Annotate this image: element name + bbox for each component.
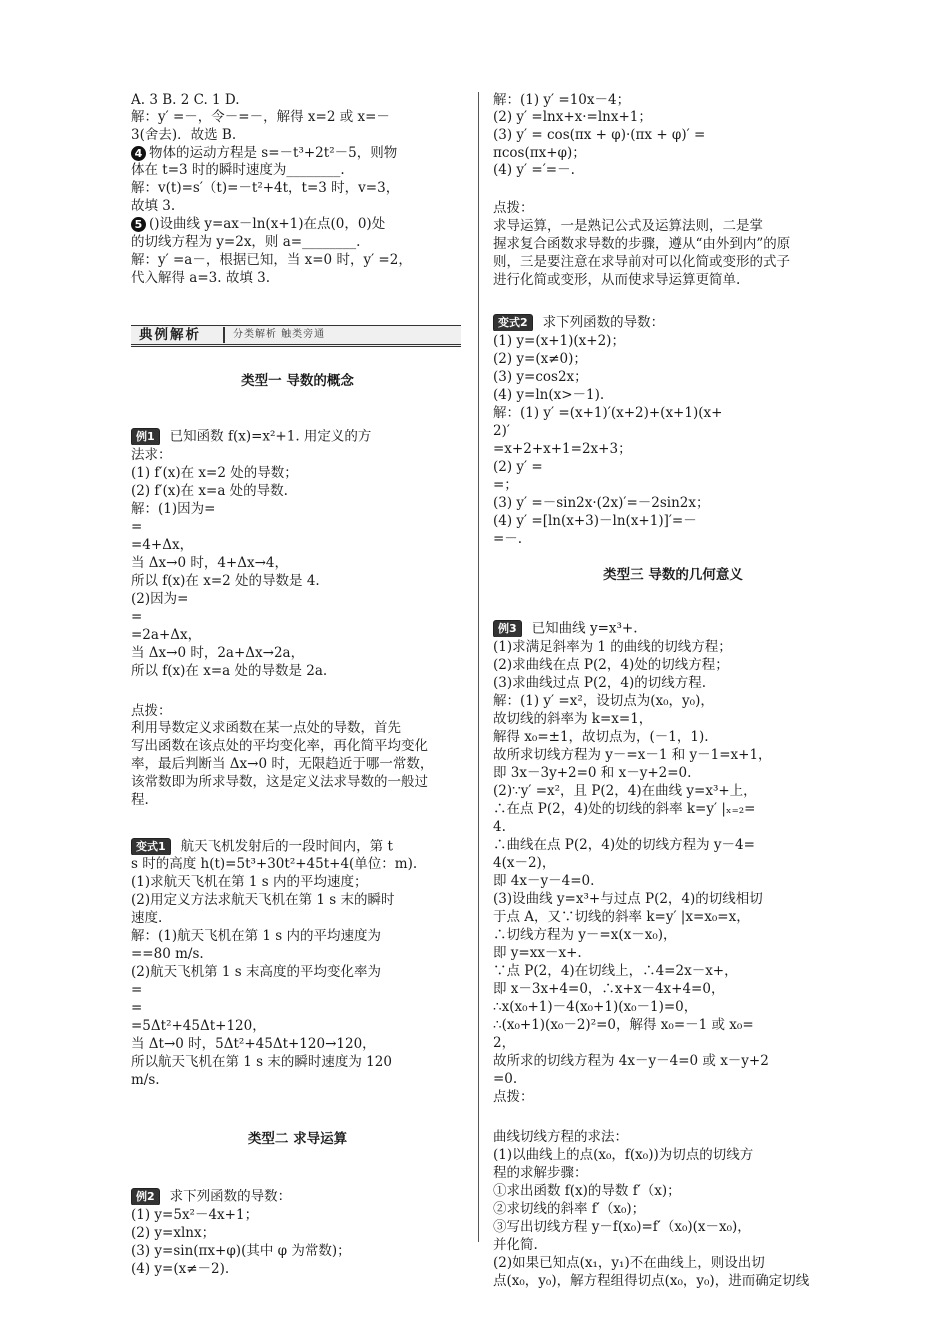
text-line <box>131 1018 266 1035</box>
line-text: 故切线的斜率为 k=x=1， <box>493 711 653 727</box>
example-line <box>131 428 371 445</box>
text-line <box>131 573 320 590</box>
line-text: =－. <box>493 531 523 547</box>
text-line <box>131 198 175 215</box>
text-line <box>493 218 763 235</box>
text-line <box>131 982 142 999</box>
text-line <box>493 729 709 746</box>
line-text: =2a+Δx， <box>131 627 202 643</box>
line-text: =x+2+x+1=2x+3； <box>493 441 632 457</box>
line-text: 的切线方程为 y=2x，则 a=________. <box>131 234 361 250</box>
text-line <box>493 873 594 890</box>
text-line <box>131 1036 376 1053</box>
line-text: 物体的运动方程是 s=－t³+2t²－5，则物 <box>149 145 398 161</box>
text-line <box>493 387 604 404</box>
text-line <box>131 874 368 891</box>
line-text: 则，三是要注意在求导前对可以化简或变形的式子 <box>493 254 790 270</box>
line-text: ==80 m/s. <box>131 946 204 962</box>
text-line <box>131 1000 142 1017</box>
line-text: s 时的高度 h(t)=5t³+30t²+45t+4(单位：m). <box>131 856 418 872</box>
line-text: 故填 3. <box>131 198 176 214</box>
text-line <box>131 162 345 179</box>
text-line <box>493 1255 765 1272</box>
text-line <box>493 236 790 253</box>
line-text: (2) y=xlnx； <box>131 1225 216 1241</box>
text-line <box>131 180 399 197</box>
text-line <box>131 555 288 572</box>
line-text: 4. <box>493 819 506 835</box>
line-text: 点拨： <box>493 200 534 216</box>
example-badge: 例2 <box>131 1188 160 1205</box>
text-line <box>493 1165 588 1182</box>
example-line <box>493 620 638 637</box>
line-text: 故所求的切线方程为 4x－y－4=0 或 x－y+2 <box>493 1053 769 1069</box>
column-divider <box>478 92 479 1242</box>
line-text: 进行化简或变形，从而使求导运算更简单. <box>493 272 741 288</box>
text-line <box>493 1089 534 1106</box>
text-line <box>493 945 582 962</box>
text-line <box>131 645 304 662</box>
line-text: ∵点 P(2，4)在切线上，∴4=2x－x+， <box>493 963 738 979</box>
text-line <box>493 801 755 818</box>
line-text: 2， <box>493 1035 516 1051</box>
line-text: (4) y=(x≠－2). <box>131 1261 230 1277</box>
line-text: 代入解得 a=3. 故填 3. <box>131 270 270 286</box>
line-text: (2)∵y′ =x²，且 P(2，4)在曲线 y=x³+上， <box>493 783 757 799</box>
text-line <box>493 891 763 908</box>
text-line <box>131 465 298 482</box>
text-line <box>131 964 381 981</box>
example-badge: 例3 <box>493 620 522 637</box>
line-text: (1) y=5x²－4x+1； <box>131 1207 259 1223</box>
line-text: (3)设曲线 y=x³+与过点 P(2，4)的切线相切 <box>493 891 763 907</box>
text-line <box>131 720 401 737</box>
line-text: (1)以曲线上的点(x₀，f(x₀))为切点的切线方 <box>493 1147 754 1163</box>
line-text: 并化简. <box>493 1237 538 1253</box>
section-banner <box>131 325 461 347</box>
text-line <box>493 747 772 764</box>
text-line <box>131 910 162 927</box>
text-line <box>493 513 697 530</box>
line-text: A. 3 B. 2 C. 1 D. <box>131 92 240 108</box>
line-text: 即 y=xx－x+. <box>493 945 582 961</box>
line-text: (4) y=ln(x>－1). <box>493 387 605 403</box>
text-line <box>131 447 172 464</box>
line-text: 法求： <box>131 447 172 463</box>
text-line <box>493 1129 628 1146</box>
line-text: (2) f′(x)在 x=a 处的导数. <box>131 483 288 499</box>
line-text: = <box>131 609 143 625</box>
text-line <box>131 703 172 720</box>
question-line <box>131 216 385 233</box>
line-text: 于点 A，又∵切线的斜率 k=y′ |x=x₀=x， <box>493 909 750 925</box>
text-line <box>131 1225 215 1242</box>
text-line <box>493 351 587 368</box>
line-text: ()设曲线 y=ax－ln(x+1)在点(0，0)处 <box>149 216 386 232</box>
text-line <box>131 1207 258 1224</box>
text-line <box>493 531 522 548</box>
section-heading: 类型一 导数的概念 <box>241 373 354 389</box>
line-text: (2)因为= <box>131 591 189 607</box>
section-heading: 类型三 导数的几何意义 <box>603 567 743 583</box>
line-text: ∴切线方程为 y－=x(x－x₀)， <box>493 927 677 943</box>
line-text: 程. <box>131 792 149 808</box>
line-text: (2)如果已知点(x₁，y₁)不在曲线上，则设出切 <box>493 1255 765 1271</box>
text-line <box>493 333 625 350</box>
line-text: 3(舍去)．故选 B. <box>131 127 237 143</box>
line-text: 求导运算，一是熟记公式及运算法则，二是掌 <box>493 218 763 234</box>
line-text: (1)求航天飞机在第 1 s 内的平均速度； <box>131 874 368 890</box>
line-text: (1)求满足斜率为 1 的曲线的切线方程； <box>493 639 732 655</box>
text-line <box>493 783 757 800</box>
text-line <box>493 765 691 782</box>
text-line <box>131 756 433 773</box>
text-line <box>493 1053 769 1070</box>
question-line <box>131 145 397 162</box>
text-line <box>493 999 697 1016</box>
text-line <box>493 495 710 512</box>
text-line <box>493 657 729 674</box>
text-line <box>493 423 510 440</box>
line-text: 求下列函数的导数： <box>542 314 665 331</box>
line-text: (3) y=sin(πx+φ)(其中 φ 为常数)； <box>131 1243 351 1259</box>
text-line <box>131 234 360 251</box>
text-line <box>493 981 724 998</box>
example-badge: 例1 <box>131 428 160 445</box>
text-line <box>131 1072 160 1089</box>
text-line <box>131 738 428 755</box>
line-text: 求下列函数的导数： <box>169 1188 292 1205</box>
text-line <box>493 927 677 944</box>
text-line <box>131 483 288 500</box>
line-text: (2) y=(x≠0)； <box>493 351 587 367</box>
question-number-badge: 4 <box>131 146 146 161</box>
line-text: =5Δt²+45Δt+120， <box>131 1018 266 1034</box>
text-line <box>493 1183 681 1200</box>
line-text: ∴在点 P(2，4)处的切线的斜率 k=y′ |ₓ₌₂= <box>493 801 756 817</box>
line-text: ③写出切线方程 y－f(x₀)=f′（x₀)(x－x₀)， <box>493 1219 751 1235</box>
question-number-badge: 5 <box>131 217 146 232</box>
line-text: 当 Δx→0 时，4+Δx→4， <box>131 555 289 571</box>
text-line <box>493 254 790 271</box>
line-text: (2) y′ = <box>493 459 543 475</box>
line-text: 解：y′ =a－，根据已知，当 x=0 时，y′ =2， <box>131 252 412 268</box>
line-text: = <box>131 982 143 998</box>
text-line <box>493 1147 753 1164</box>
text-line <box>493 909 750 926</box>
text-line <box>493 369 588 386</box>
line-text: 所以航天飞机在第 1 s 末的瞬时速度为 120 <box>131 1054 392 1070</box>
example-line <box>131 838 393 855</box>
text-line <box>493 92 630 109</box>
text-line <box>493 477 518 494</box>
line-text: 解：(1)航天飞机在第 1 s 内的平均速度为 <box>131 928 382 944</box>
text-line <box>493 162 575 179</box>
example-line <box>493 314 664 331</box>
text-line <box>493 855 555 872</box>
banner-subtitle: 分类解析 触类旁通 <box>223 327 325 343</box>
text-line <box>493 1035 515 1052</box>
text-line <box>493 1017 754 1034</box>
text-line <box>493 1273 809 1290</box>
line-text: (3) y=cos2x； <box>493 369 588 385</box>
line-text: ∴(x₀+1)(x₀－2)²=0，解得 x₀=－1 或 x₀= <box>493 1017 754 1033</box>
text-line <box>493 963 738 980</box>
line-text: (2)航天飞机第 1 s 末高度的平均变化率为 <box>131 964 382 980</box>
text-line <box>131 663 327 680</box>
line-text: = <box>131 519 143 535</box>
text-line <box>131 519 142 536</box>
line-text: 点(x₀，y₀)，解方程组得切点(x₀，y₀)，进而确定切线 <box>493 1273 810 1289</box>
example-badge: 变式1 <box>131 838 171 855</box>
line-text: 点拨： <box>493 1089 534 1105</box>
line-text: 程的求解步骤： <box>493 1165 588 1181</box>
line-text: ②求切线的斜率 f′（x₀)； <box>493 1201 646 1217</box>
line-text: (1) f′(x)在 x=2 处的导数； <box>131 465 298 481</box>
line-text: 已知函数 f(x)=x²+1. 用定义的方 <box>169 428 372 445</box>
text-line <box>131 591 188 608</box>
example-line <box>131 1188 291 1205</box>
line-text: (2)求曲线在点 P(2，4)处的切线方程； <box>493 657 729 673</box>
text-line <box>131 127 236 144</box>
text-line <box>493 441 632 458</box>
line-text: (3)求曲线过点 P(2，4)的切线方程. <box>493 675 707 691</box>
line-text: 速度. <box>131 910 163 926</box>
line-text: 解：y′ =－，令－=－，解得 x=2 或 x=－ <box>131 109 390 125</box>
text-line <box>131 609 142 626</box>
text-line <box>131 1054 392 1071</box>
text-line <box>493 145 586 162</box>
text-line <box>493 127 705 144</box>
text-line <box>131 892 395 909</box>
line-text: =； <box>493 477 518 493</box>
text-line <box>131 774 428 791</box>
line-text: 握求复合函数求导数的步骤，遵从“由外到内”的原 <box>493 236 791 252</box>
text-line <box>131 792 149 809</box>
text-line <box>131 627 201 644</box>
text-line <box>493 405 722 422</box>
line-text: 当 Δx→0 时，2a+Δx→2a， <box>131 645 305 661</box>
text-line <box>493 711 652 728</box>
text-line <box>131 946 204 963</box>
line-text: (3) y′ = cos(πx + φ)·(πx + φ)′ = <box>493 127 706 143</box>
text-line <box>493 675 706 692</box>
line-text: 解：(1) y′ =x²，设切点为(x₀，y₀)， <box>493 693 714 709</box>
line-text: 当 Δt→0 时，5Δt²+45Δt+120→120， <box>131 1036 376 1052</box>
text-line <box>131 1243 351 1260</box>
line-text: (4) y′ =′=－. <box>493 162 575 178</box>
banner-title: 典例解析 <box>139 327 201 343</box>
line-text: 已知曲线 y=x³+. <box>531 620 638 637</box>
line-text: 写出函数在该点处的平均变化率，再化简平均变化 <box>131 738 428 754</box>
line-text: (2)用定义方法求航天飞机在第 1 s 末的瞬时 <box>131 892 395 908</box>
line-text: 即 x－3x+4=0，∴x+x－4x+4=0， <box>493 981 725 997</box>
text-line <box>493 109 652 126</box>
line-text: 即 3x－3y+2=0 和 x－y+2=0. <box>493 765 692 781</box>
line-text: m/s. <box>131 1072 160 1088</box>
section-heading: 类型二 求导运算 <box>247 1131 348 1147</box>
line-text: 体在 t=3 时的瞬时速度为________. <box>131 162 345 178</box>
text-line <box>493 200 534 217</box>
text-line <box>131 928 381 945</box>
line-text: 所以 f(x)在 x=a 处的导数是 2a. <box>131 663 328 679</box>
line-text: 曲线切线方程的求法： <box>493 1129 628 1145</box>
text-line <box>493 693 714 710</box>
line-text: 解：(1) y′ =10x－4； <box>493 92 631 108</box>
line-text: (3) y′ =－sin2x·(2x)′=－2sin2x； <box>493 495 710 511</box>
text-line <box>493 837 755 854</box>
line-text: = <box>131 1000 143 1016</box>
example-badge: 变式2 <box>493 314 533 331</box>
text-line <box>131 109 390 126</box>
line-text: 该常数即为所求导数，这是定义法求导数的一般过 <box>131 774 428 790</box>
line-text: πcos(πx+φ)； <box>493 145 586 161</box>
text-line <box>131 501 215 518</box>
line-text: 解：v(t)=s′（t)=－t²+4t，t=3 时，v=3， <box>131 180 400 196</box>
line-text: =0. <box>493 1071 518 1087</box>
line-text: (2) y′ =lnx+x·=lnx+1； <box>493 109 652 125</box>
text-line <box>493 1219 751 1236</box>
line-text: (4) y′ =[ln(x+3)－ln(x+1)]′=－ <box>493 513 697 529</box>
line-text: ∴x(x₀+1)－4(x₀+1)(x₀－1)=0， <box>493 999 698 1015</box>
text-line <box>131 537 193 554</box>
line-text: 解得 x₀=±1，故切点为，(－1，1). <box>493 729 709 745</box>
line-text: 点拨： <box>131 703 172 719</box>
line-text: 率，最后判断当 Δx→0 时，无限趋近于哪一常数， <box>131 756 434 772</box>
line-text: 故所求切线方程为 y－=x－1 和 y－1=x+1， <box>493 747 772 763</box>
text-line <box>493 459 543 476</box>
line-text: (1) y=(x+1)(x+2)； <box>493 333 625 349</box>
text-line <box>131 1261 229 1278</box>
line-text: ①求出函数 f(x)的导数 f′（x)； <box>493 1183 681 1199</box>
line-text: 4(x－2)， <box>493 855 556 871</box>
text-line <box>131 270 270 287</box>
line-text: 2)′ <box>493 423 510 439</box>
text-line <box>131 92 240 109</box>
text-line <box>493 1237 538 1254</box>
line-text: ∴曲线在点 P(2，4)处的切线方程为 y－4= <box>493 837 755 853</box>
line-text: 航天飞机发射后的一段时间内，第 t <box>180 838 393 855</box>
line-text: 即 4x－y－4=0. <box>493 873 595 889</box>
text-line <box>493 819 506 836</box>
line-text: 利用导数定义求函数在某一点处的导数，首先 <box>131 720 401 736</box>
text-line <box>493 1071 517 1088</box>
text-line <box>131 856 417 873</box>
text-line <box>493 639 732 656</box>
line-text: =4+Δx， <box>131 537 194 553</box>
line-text: 解：(1) y′ =(x+1)′(x+2)+(x+1)(x+ <box>493 405 723 421</box>
text-line <box>131 252 412 269</box>
text-line <box>493 1201 645 1218</box>
line-text: 所以 f(x)在 x=2 处的导数是 4. <box>131 573 320 589</box>
text-line <box>493 272 740 289</box>
line-text: 解：(1)因为= <box>131 501 216 517</box>
